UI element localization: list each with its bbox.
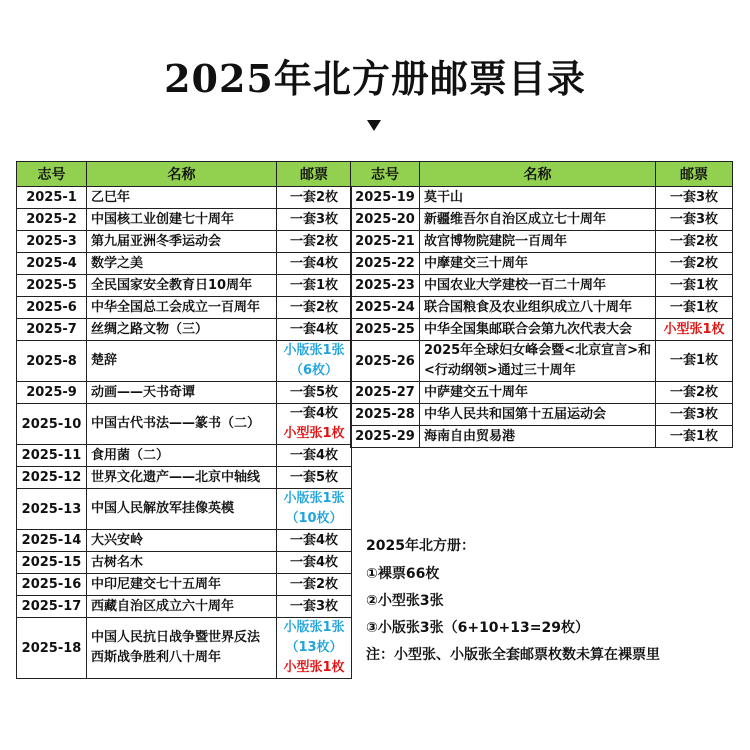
summary-item: ③小版张3张（6+10+13=29枚）	[366, 620, 589, 636]
stamp-name	[87, 596, 277, 618]
stamp-name-line: 中华全国集邮联合会第九次代表大会	[424, 321, 633, 337]
stamp-count	[277, 209, 352, 231]
header-count: 邮票	[277, 162, 352, 187]
table-row	[17, 297, 352, 319]
stamp-code: 2025-12	[17, 467, 87, 489]
stamp-name-line: 大兴安岭	[91, 532, 144, 548]
table-row	[351, 275, 733, 297]
table-row	[17, 574, 352, 596]
stamp-name-line: 西藏自治区成立六十周年	[91, 598, 235, 614]
stamp-code: 2025-16	[17, 574, 87, 596]
stamp-code: 2025-19	[351, 187, 420, 209]
stamp-count-line: 一套4枚	[289, 554, 339, 570]
stamp-count	[277, 319, 352, 341]
stamp-code: 2025-10	[17, 404, 87, 445]
header-count: 邮票	[656, 162, 733, 187]
table-row	[17, 231, 352, 253]
summary-item: ②小型张3张	[366, 593, 444, 609]
stamp-count	[656, 382, 733, 404]
stamp-count-line: 一套2枚	[669, 384, 719, 400]
stamp-count	[277, 297, 352, 319]
table-row	[17, 530, 352, 552]
stamp-name-line: 中华全国总工会成立一百周年	[91, 299, 261, 315]
stamp-name	[420, 209, 656, 231]
stamp-name-line: 中国农业大学建校一百二十周年	[424, 277, 607, 293]
stamp-count-line: 一套3枚	[289, 211, 339, 227]
header-code: 志号	[351, 162, 420, 187]
stamp-code: 2025-23	[351, 275, 420, 297]
stamp-code: 2025-11	[17, 445, 87, 467]
stamp-name-line: 中摩建交三十周年	[424, 255, 529, 271]
table-row	[351, 231, 733, 253]
stamp-code: 2025-14	[17, 530, 87, 552]
stamp-name	[420, 253, 656, 275]
stamp-name	[87, 382, 277, 404]
stamp-code: 2025-21	[351, 231, 420, 253]
stamp-code: 2025-9	[17, 382, 87, 404]
table-row	[17, 489, 352, 530]
stamp-code: 2025-8	[17, 341, 87, 382]
stamp-name	[420, 341, 656, 382]
stamp-count	[656, 187, 733, 209]
table-row	[17, 382, 352, 404]
stamp-count-line: 一套4枚	[289, 255, 339, 271]
summary-item: ①裸票66枚	[366, 566, 440, 582]
stamp-name-line: 世界文化遗产——北京中轴线	[91, 469, 261, 485]
stamp-count-line: 一套5枚	[289, 469, 339, 485]
table-row	[351, 297, 733, 319]
stamp-name	[87, 445, 277, 467]
stamp-count	[277, 530, 352, 552]
stamp-name-line: 2025年全球妇女峰会暨<北京宣言>和	[424, 343, 651, 358]
stamp-code: 2025-17	[17, 596, 87, 618]
table-row	[351, 341, 733, 382]
table-header-row	[17, 162, 352, 187]
stamp-code: 2025-26	[351, 341, 420, 382]
stamp-name	[87, 404, 277, 445]
table-row	[351, 426, 733, 448]
stamp-count-line: 一套2枚	[289, 576, 339, 592]
stamp-name	[420, 275, 656, 297]
stamp-name	[87, 552, 277, 574]
table-row	[351, 319, 733, 341]
stamp-count-line: 一套2枚	[669, 233, 719, 249]
page-title: 2025年北方册邮票目录	[164, 56, 586, 101]
table-row	[17, 209, 352, 231]
stamp-count	[277, 489, 352, 530]
stamp-count-line: 一套2枚	[289, 299, 339, 315]
stamp-count	[656, 231, 733, 253]
down-arrow-icon	[367, 120, 381, 131]
stamp-count	[656, 426, 733, 448]
stamp-name	[87, 319, 277, 341]
stamp-name	[87, 341, 277, 382]
stamp-name	[420, 426, 656, 448]
stamp-name	[87, 275, 277, 297]
stamp-count-line: 一套4枚	[289, 447, 339, 463]
stamp-name-line: 中国核工业创建七十周年	[91, 211, 235, 227]
stamp-name-line: 中华人民共和国第十五届运动会	[424, 406, 607, 422]
stamp-count-line: 小型张1枚	[663, 321, 725, 337]
stamp-code: 2025-13	[17, 489, 87, 530]
stamp-name-line: 丝绸之路文物（三）	[91, 321, 209, 337]
table-row	[17, 341, 352, 382]
stamp-table-left	[16, 161, 352, 679]
stamp-name-line: 食用菌（二）	[91, 447, 170, 463]
stamp-name-line: 中印尼建交七十五周年	[91, 576, 222, 592]
stamp-table-right	[350, 161, 733, 448]
stamp-count-line: 一套1枚	[669, 353, 719, 368]
header-code: 志号	[17, 162, 87, 187]
stamp-count-line: 一套2枚	[669, 255, 719, 271]
table-row	[17, 596, 352, 618]
stamp-count	[277, 253, 352, 275]
stamp-count	[277, 382, 352, 404]
stamp-code: 2025-7	[17, 319, 87, 341]
stamp-name-line: 动画——天书奇谭	[91, 384, 196, 400]
stamp-code: 2025-18	[17, 618, 87, 679]
stamp-code: 2025-27	[351, 382, 420, 404]
stamp-count-line: 一套1枚	[669, 428, 719, 444]
stamp-count-line: 一套3枚	[289, 598, 339, 614]
table-row	[351, 404, 733, 426]
stamp-count	[277, 445, 352, 467]
stamp-name	[87, 253, 277, 275]
stamp-name-line: 乙巳年	[91, 189, 131, 205]
stamp-code: 2025-28	[351, 404, 420, 426]
stamp-count	[277, 618, 352, 679]
stamp-count-line: （6枚）	[289, 363, 339, 378]
stamp-name-line: <行动纲领>通过三十周年	[424, 363, 576, 378]
stamp-count-line: 小版张1张	[283, 491, 345, 506]
stamp-count	[656, 341, 733, 382]
stamp-count-line: 一套5枚	[289, 384, 339, 400]
stamp-count-line: （13枚）	[285, 640, 343, 655]
stamp-count	[656, 297, 733, 319]
table-row	[17, 467, 352, 489]
stamp-name-line: 楚辞	[91, 353, 118, 368]
stamp-count-line: 小型张1枚	[283, 660, 345, 675]
stamp-name	[87, 574, 277, 596]
stamp-name	[87, 467, 277, 489]
stamp-count	[277, 574, 352, 596]
stamp-code: 2025-24	[351, 297, 420, 319]
stamp-name-line: 海南自由贸易港	[424, 428, 516, 444]
stamp-code: 2025-25	[351, 319, 420, 341]
stamp-count	[277, 552, 352, 574]
stamp-name	[87, 231, 277, 253]
stamp-count-line: 一套1枚	[669, 299, 719, 315]
stamp-name-line: 中国人民抗日战争暨世界反法	[91, 630, 261, 645]
stamp-name	[420, 297, 656, 319]
table-row	[17, 618, 352, 679]
stamp-count	[277, 341, 352, 382]
stamp-name	[87, 209, 277, 231]
stamp-count	[277, 187, 352, 209]
stamp-name-line: 第九届亚洲冬季运动会	[91, 233, 222, 249]
table-row	[351, 382, 733, 404]
stamp-count-line: 小版张1张	[283, 343, 345, 358]
stamp-count	[656, 253, 733, 275]
stamp-count-line: 一套4枚	[289, 406, 339, 421]
stamp-count-line: 一套2枚	[289, 189, 339, 205]
stamp-count	[277, 275, 352, 297]
stamp-code: 2025-2	[17, 209, 87, 231]
stamp-code: 2025-22	[351, 253, 420, 275]
stamp-name	[420, 187, 656, 209]
stamp-count-line: （10枚）	[285, 511, 343, 526]
stamp-count-line: 小版张1张	[283, 620, 345, 635]
stamp-count-line: 一套4枚	[289, 321, 339, 337]
table-row	[17, 253, 352, 275]
stamp-count-line: 一套2枚	[289, 233, 339, 249]
table-row	[17, 319, 352, 341]
stamp-count	[656, 319, 733, 341]
stamp-name-line: 全民国家安全教育日10周年	[91, 277, 253, 293]
stamp-name	[87, 618, 277, 679]
stamp-count	[277, 404, 352, 445]
stamp-name-line: 莫干山	[424, 189, 464, 205]
stamp-name	[420, 382, 656, 404]
table-row	[17, 404, 352, 445]
stamp-count	[656, 275, 733, 297]
stamp-name	[87, 489, 277, 530]
stamp-count-line: 一套1枚	[669, 277, 719, 293]
table-row	[351, 209, 733, 231]
stamp-code: 2025-15	[17, 552, 87, 574]
stamp-name-line: 联合国粮食及农业组织成立八十周年	[424, 299, 633, 315]
table-row	[17, 275, 352, 297]
stamp-name	[420, 404, 656, 426]
stamp-code: 2025-3	[17, 231, 87, 253]
stamp-count	[656, 209, 733, 231]
stamp-name	[420, 231, 656, 253]
stamp-code: 2025-1	[17, 187, 87, 209]
stamp-count	[277, 231, 352, 253]
stamp-count-line: 一套1枚	[289, 277, 339, 293]
header-name: 名称	[87, 162, 277, 187]
stamp-name-line: 故宫博物院建院一百周年	[424, 233, 568, 249]
stamp-name-line: 数学之美	[91, 255, 144, 271]
stamp-code: 2025-6	[17, 297, 87, 319]
stamp-name-line: 中国古代书法——篆书（二）	[91, 416, 261, 431]
table-row	[17, 445, 352, 467]
stamp-count-line: 小型张1枚	[283, 426, 345, 441]
stamp-code: 2025-29	[351, 426, 420, 448]
stamp-count-line: 一套3枚	[669, 211, 719, 227]
stamp-name	[87, 187, 277, 209]
stamp-name-line: 中萨建交五十周年	[424, 384, 529, 400]
stamp-name-line: 新疆维吾尔自治区成立七十周年	[424, 211, 607, 227]
stamp-count-line: 一套4枚	[289, 532, 339, 548]
stamp-name-line: 中国人民解放军挂像英模	[91, 501, 235, 516]
header-name: 名称	[420, 162, 656, 187]
table-row	[351, 187, 733, 209]
table-header-row	[351, 162, 733, 187]
stamp-name	[87, 530, 277, 552]
stamp-name-line: 古树名木	[91, 554, 144, 570]
stamp-name-line: 西斯战争胜利八十周年	[91, 650, 222, 665]
summary-heading: 2025年北方册：	[366, 538, 475, 554]
stamp-count	[656, 404, 733, 426]
stamp-code: 2025-20	[351, 209, 420, 231]
table-row	[17, 187, 352, 209]
table-row	[17, 552, 352, 574]
table-row	[351, 253, 733, 275]
stamp-name	[87, 297, 277, 319]
stamp-code: 2025-5	[17, 275, 87, 297]
stamp-count-line: 一套3枚	[669, 189, 719, 205]
stamp-count-line: 一套3枚	[669, 406, 719, 422]
stamp-count	[277, 596, 352, 618]
summary-note: 注：小型张、小版张全套邮票枚数未算在裸票里	[366, 647, 660, 663]
stamp-code: 2025-4	[17, 253, 87, 275]
stamp-name	[420, 319, 656, 341]
stamp-count	[277, 467, 352, 489]
